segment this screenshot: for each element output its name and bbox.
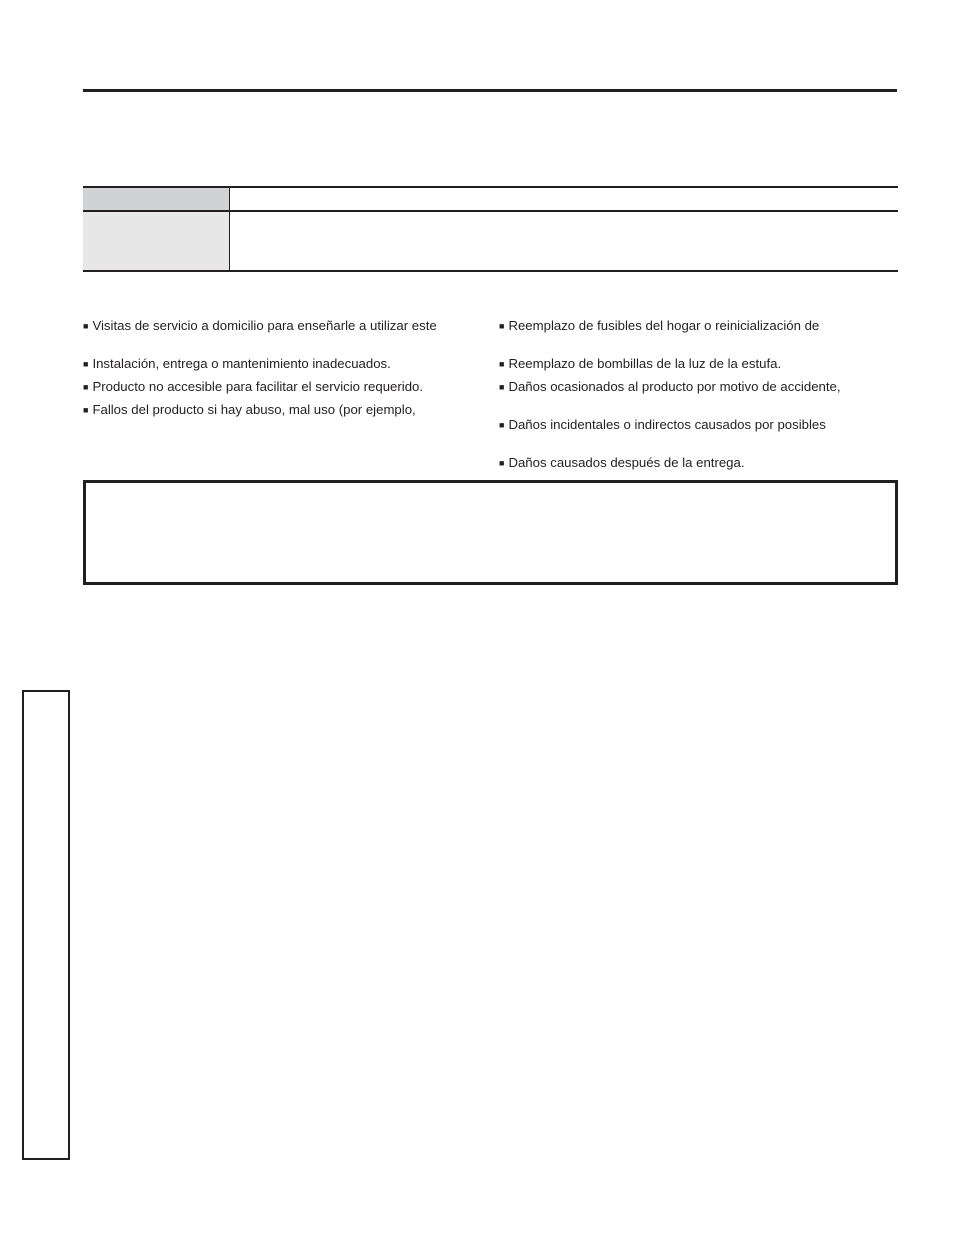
exclusion-item xyxy=(83,318,437,334)
exclusion-text: Daños causados después de la entrega. xyxy=(508,455,745,470)
bullet-icon: ■ xyxy=(83,321,89,331)
bullet-icon: ■ xyxy=(499,321,505,331)
bullet-icon: ■ xyxy=(83,382,89,392)
exclusion-item xyxy=(83,402,416,418)
exclusion-text: Reemplazo de bombillas de la luz de la estufa. xyxy=(508,356,782,371)
exclusion-item xyxy=(499,356,781,372)
bullet-icon: ■ xyxy=(499,359,505,369)
bullet-icon: ■ xyxy=(499,420,505,430)
bullet-icon: ■ xyxy=(83,405,89,415)
notice-box xyxy=(83,480,898,585)
exclusion-item xyxy=(499,455,745,471)
exclusion-text: Reemplazo de fusibles del hogar o reinicialización de xyxy=(508,318,820,333)
top-rule xyxy=(83,89,897,92)
table-header-cell xyxy=(83,188,229,210)
bullet-icon: ■ xyxy=(499,382,505,392)
exclusion-text: Daños incidentales o indirectos causados por posibles xyxy=(508,417,826,432)
side-tab xyxy=(22,690,70,1160)
bullet-icon: ■ xyxy=(83,359,89,369)
table-column-divider xyxy=(229,186,230,272)
warranty-table xyxy=(83,186,898,272)
exclusion-text: Visitas de servicio a domicilio para enseñarle a utilizar este xyxy=(92,318,437,333)
exclusion-text: Daños ocasionados al producto por motivo de accidente, xyxy=(508,379,841,394)
table-body-cell xyxy=(83,212,229,270)
table-bottom-line xyxy=(83,270,898,272)
exclusion-text: Fallos del producto si hay abuso, mal uso (por ejemplo, xyxy=(92,402,416,417)
exclusion-item xyxy=(499,379,841,395)
exclusion-text: Instalación, entrega o mantenimiento inadecuados. xyxy=(92,356,391,371)
exclusion-text: Producto no accesible para facilitar el servicio requerido. xyxy=(92,379,424,394)
exclusion-item xyxy=(499,417,826,433)
exclusion-item xyxy=(83,379,423,395)
exclusion-item xyxy=(499,318,819,334)
exclusion-item xyxy=(83,356,391,372)
bullet-icon: ■ xyxy=(499,458,505,468)
